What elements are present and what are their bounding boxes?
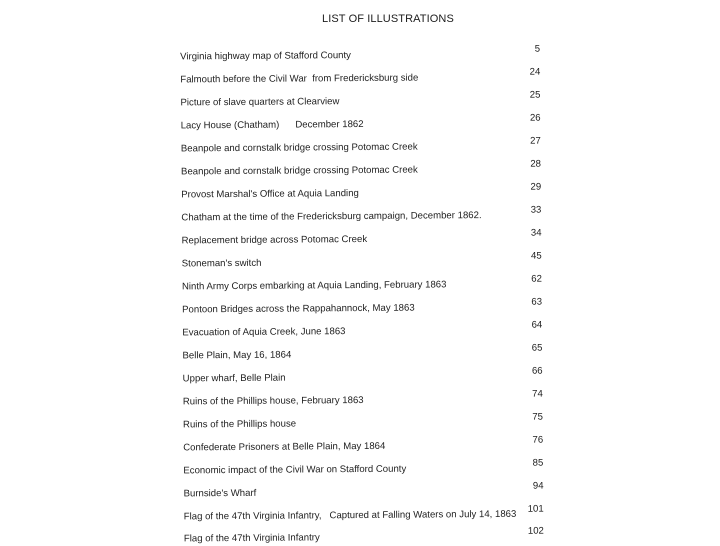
entry-label: Ninth Army Corps embarking at Aquia Landing, February 1863 (181, 279, 447, 293)
entry-label: Stoneman's switch (181, 257, 262, 270)
entry-page: 75 (532, 411, 544, 423)
entry-page: 85 (532, 457, 544, 469)
entry-page: 33 (530, 204, 542, 216)
entry-label: Pontoon Bridges across the Rappahannock, May 1863 (182, 302, 415, 316)
entry-label: Lacy House (Chatham) December 1862 (180, 118, 364, 132)
entry-page: 64 (531, 319, 543, 331)
entry-label: Provost Marshal's Office at Aquia Landing (181, 188, 359, 201)
entry-page: 65 (531, 342, 543, 354)
entry-page: 26 (529, 112, 541, 124)
entry-label: Replacement bridge across Potomac Creek (181, 233, 368, 247)
entry-label: Ruins of the Phillips house (182, 418, 297, 431)
page-title: LIST OF ILLUSTRATIONS (322, 13, 454, 25)
entry-page: 25 (529, 89, 541, 101)
entry-label: Virginia highway map of Stafford County (180, 50, 352, 63)
entry-page: 34 (530, 227, 542, 239)
entry-label: Picture of slave quarters at Clearview (180, 96, 340, 109)
entry-label: Burnside's Wharf (183, 487, 257, 500)
entry-label: Ruins of the Phillips house, February 1863 (182, 394, 364, 408)
entry-page: 45 (530, 250, 542, 262)
entry-page: 101 (527, 503, 544, 515)
entry-label: Evacuation of Aquia Creek, June 1863 (182, 326, 346, 339)
entry-label: Flag of the 47th Virginia Infantry (183, 532, 320, 545)
entry-page: 74 (532, 388, 543, 400)
entry-page: 29 (530, 181, 542, 193)
entry-page: 66 (531, 365, 543, 377)
entry-label: Upper wharf, Belle Plain (182, 372, 286, 385)
entry-page: 24 (529, 66, 541, 78)
entry-page: 102 (527, 525, 544, 537)
entry-page: 5 (534, 43, 541, 55)
entry-label: Belle Plain, May 16, 1864 (182, 349, 292, 362)
entry-page: 76 (532, 434, 544, 446)
entry-page: 94 (532, 480, 544, 492)
entry-label: Flag of the 47th Virginia Infantry, Captured at Falling Waters on July 14, 1863 (183, 508, 517, 523)
entry-label: Confederate Prisoners at Belle Plain, May 1864 (183, 440, 386, 454)
entry-label: Economic impact of the Civil War on Stafford County (183, 463, 407, 477)
entry-page: 28 (530, 158, 542, 170)
entry-label: Chatham at the time of the Fredericksburg campaign, December 1862. (181, 210, 482, 224)
entry-page: 63 (531, 296, 543, 308)
entry-page: 27 (530, 135, 541, 147)
entry-label: Falmouth before the Civil War from Fredericksburg side (180, 72, 419, 86)
entry-label: Beanpole and cornstalk bridge crossing Potomac Creek (180, 141, 418, 155)
entry-page: 62 (531, 273, 542, 285)
entry-label: Beanpole and cornstalk bridge crossing Potomac Creek (180, 164, 418, 178)
